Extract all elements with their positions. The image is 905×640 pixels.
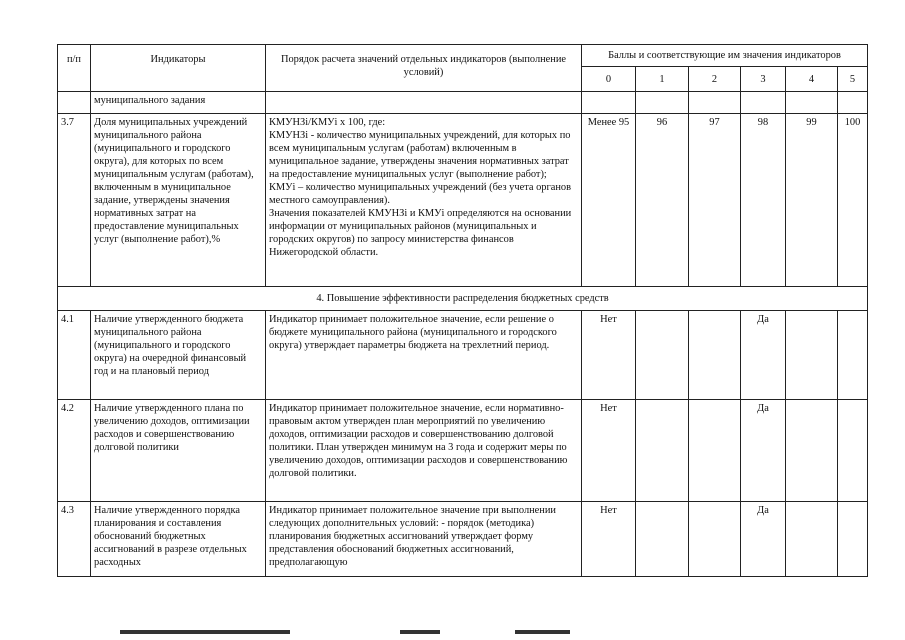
row-indicator: Наличие утвержденного бюджета муниципального района (муниципального и городского округа) на очередной финансовый год и на плановый период — [91, 311, 266, 400]
scan-artifact-line — [400, 630, 440, 634]
score-cell — [636, 502, 689, 577]
continuation-row — [58, 92, 868, 114]
score-level-1: 1 — [636, 67, 689, 92]
score-level-3: 3 — [741, 67, 786, 92]
score-cell: 98 — [741, 114, 786, 287]
score-level-0: 0 — [582, 67, 636, 92]
row-indicator: Наличие утвержденного плана по увеличению доходов, оптимизации расходов и совершенствованию долговой политики — [91, 400, 266, 502]
score-cell — [786, 311, 838, 400]
score-cell: Нет — [582, 311, 636, 400]
table-row — [58, 114, 868, 287]
score-cell: Нет — [582, 502, 636, 577]
header-indicators: Индикаторы — [91, 45, 266, 92]
section-row — [58, 287, 868, 311]
row-num: 4.1 — [58, 311, 91, 400]
score-cell: 99 — [786, 114, 838, 287]
method-line: Значения показателей КМУНЗi и КМУi определяются на основании информации от муниципальных районов (муниципальных и городских округов) по запросу министерства финансов Нижегородской области. — [269, 208, 572, 258]
row-method: Индикатор принимает положительное значение, если решение о бюджете муниципального района (муниципального и городского округа) утверждает параметры бюджета на трехлетний период. — [266, 311, 582, 400]
row-num: 4.3 — [58, 502, 91, 577]
score-cell: 96 — [636, 114, 689, 287]
header-scores: Баллы и соответствующие им значения индикаторов — [582, 45, 868, 67]
score-level-4: 4 — [786, 67, 838, 92]
method-line: КМУНЗi/КМУi х 100, где: — [269, 117, 386, 128]
scan-artifact-line — [515, 630, 570, 634]
score-cell — [689, 400, 741, 502]
score-cell — [786, 502, 838, 577]
row-indicator: Наличие утвержденного порядка планирования и составления обоснований бюджетных ассигнований в разрезе отдельных расходных — [91, 502, 266, 577]
score-cell — [636, 400, 689, 502]
score-level-5: 5 — [838, 67, 868, 92]
table-row — [58, 400, 868, 502]
score-cell — [838, 400, 868, 502]
score-cell — [636, 311, 689, 400]
header-num: п/п — [58, 45, 91, 92]
score-cell: 100 — [838, 114, 868, 287]
document-page — [57, 44, 867, 577]
header-row — [58, 45, 868, 67]
score-cell: Да — [741, 502, 786, 577]
score-cell — [838, 311, 868, 400]
score-cell — [689, 311, 741, 400]
row-num: 4.2 — [58, 400, 91, 502]
row-method: Индикатор принимает положительное значение при выполнении следующих дополнительных условий: - порядок (методика) планирования бюджетных ассигнований утверждает форму представления обоснований бюджетных ассигнований, предполагающую — [266, 502, 582, 577]
table-row — [58, 311, 868, 400]
section-title: 4. Повышение эффективности распределения бюджетных средств — [58, 287, 868, 311]
row-num: 3.7 — [58, 114, 91, 287]
row-indicator: Доля муниципальных учреждений муниципального района (муниципального и городского округа), для которых по всем муниципальным услугам (работам), включенным в муниципальное задание, утверждены значения нормативных затрат на предоставление муниципальных услуг (выполнение работ),% — [91, 114, 266, 287]
score-cell — [689, 502, 741, 577]
scan-artifact-line — [120, 630, 290, 634]
score-cell: 97 — [689, 114, 741, 287]
score-cell — [838, 502, 868, 577]
score-cell: Да — [741, 400, 786, 502]
score-level-2: 2 — [689, 67, 741, 92]
header-method: Порядок расчета значений отдельных индикаторов (выполнение условий) — [266, 45, 582, 92]
score-cell: Нет — [582, 400, 636, 502]
score-cell — [786, 400, 838, 502]
cont-indicator: муниципального задания — [91, 92, 266, 114]
row-method — [266, 114, 582, 287]
score-cell: Менее 95 — [582, 114, 636, 287]
method-line: КМУi – количество муниципальных учреждений (без учета органов местного самоуправления). — [269, 182, 572, 206]
score-cell: Да — [741, 311, 786, 400]
method-line: КМУНЗi - количество муниципальных учреждений, для которых по всем муниципальным услугам (работам) включенным в муниципальное задание, утверждены значения нормативных затрат на предоставление муниципальных услуг (выполнение работ); — [269, 130, 571, 180]
indicators-table — [57, 44, 868, 577]
row-method: Индикатор принимает положительное значение, если нормативно-правовым актом утвержден план мероприятий по увеличению доходов, оптимизации расходов и совершенствованию долговой политики. План утвержден минимум на 3 года и содержит меры по увеличению доходов, оптимизации расходов и совершенствованию долговой политики. — [266, 400, 582, 502]
table-row — [58, 502, 868, 577]
